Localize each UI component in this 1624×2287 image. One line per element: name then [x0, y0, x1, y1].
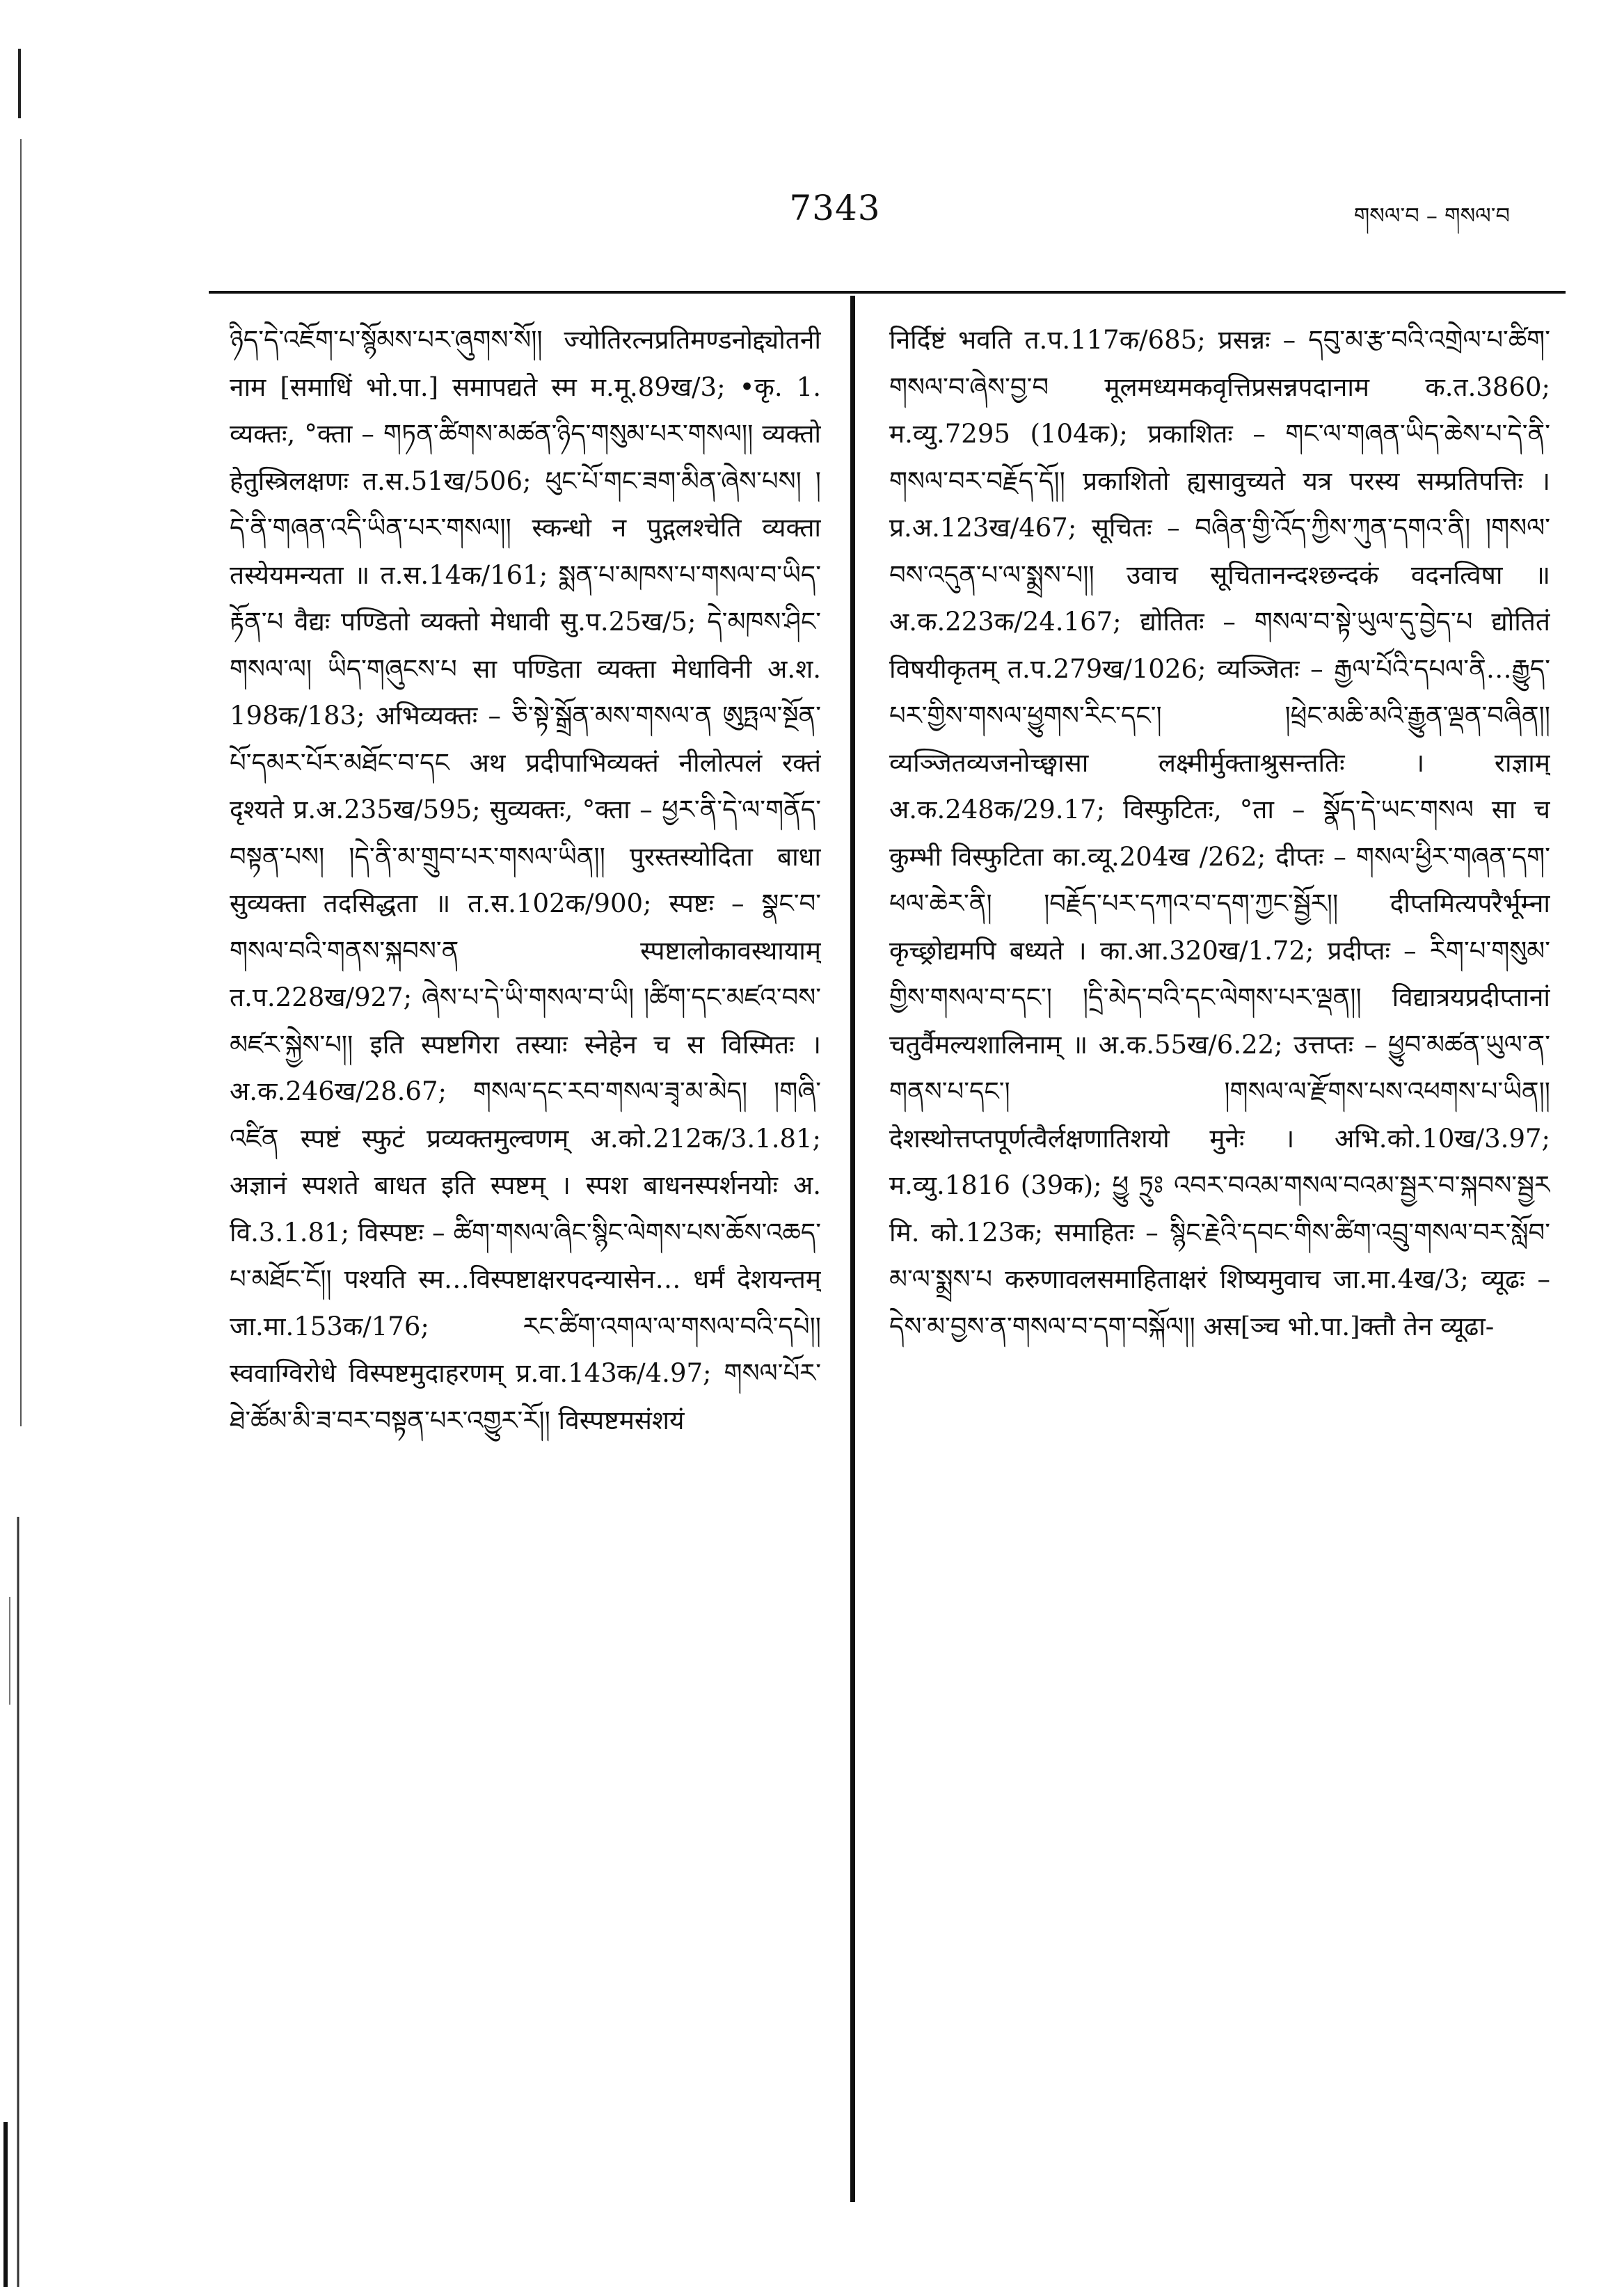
column-divider — [850, 296, 855, 2202]
column-text: ཉིད་དེ་འཇོག་པ་སྙོམས་པར་ཞུགས་སོ།། ज्योतिरत्नप्रतिमण्डनोद्द्योतनी नाम [समाधिं भो.पा.] समापद्यते स्म म.मू.89ख/3; •कृ. 1. व्यक्तः, °क्ता – གཏན་ཚིགས་མཚན་ཉིད་གསུམ་པར་གསལ།། व्यक्तो हेतुस्त्रिलक्षणः त.स.51ख/506; ཕུང་པོ་གང་ཟག་མིན་ཞེས་པས། །དེ་ནི་གཞན་འདི་ཡིན་པར་གསལ།། स्कन्धो न पुद्गलश्चेति व्यक्ता तस्येयमन्यता ॥ त.स.14क/161; སྨན་པ་མཁས་པ་གསལ་བ་ཡིད་རྟོན་པ वैद्यः पण्डितो व्यक्तो मेधावी सु.प.25ख/5; དེ་མཁས་ཤིང་གསལ་ལ། ཡིད་གཞུངས་པ सा पण्डिता व्यक्ता मेधाविनी अ.श. 198क/183; अभिव्यक्तः – ཅི་སྟེ་སྒྲོན་མས་གསལ་ན ཨུཏྤལ་སྔོན་པོ་དམར་པོར་མཐོང་བ་དང अथ प्रदीपाभिव्यक्तं नीलोत्पलं रक्तं दृश्यते प्र.अ.235ख/595; सुव्यक्तः, °क्ता – ཕྱར་ནི་དེ་ལ་གནོད་བསྟན་པས། །དེ་ནི་མ་གྲུབ་པར་གསལ་ཡིན།། पुरस्तस्योदिता बाधा सुव्यक्ता तदसिद्धता ॥ त.स.102क/900; स्पष्टः – སྣང་བ་གསལ་བའི་གནས་སྐབས་ན स्पष्टालोकावस्थायाम् त.प.228ख/927; ཞེས་པ་དེ་ཡི་གསལ་བ་ཡི། །ཚིག་དང་མཛའ་བས་མཛར་སྐྱེས་པ།། इति स्पष्टगिरा तस्याः स्नेहेन च स विस्मितः । अ.क.246ख/28.67; གསལ་དང་རབ་གསལ་ཟྭ་མ་མེད། །གཞི་འཛིན स्पष्टं स्फुटं प्रव्यक्तमुल्वणम् अ.को.212क/3.1.81; अज्ञानं स्पशते बाधत इति स्पष्टम् । स्पश बाधनस्पर्शनयोः अ. वि.3.1.81; विस्पष्टः – ཚིག་གསལ་ཞིང་སྙིང་ལེགས་པས་ཆོས་འཆད་པ་མཐོང་ངོ།། पश्यति स्म…विस्पष्टाक्षरपदन्यासेन… धर्मं देशयन्तम् जा.मा.153क/176; རང་ཚིག་འགལ་ལ་གསལ་བའི་དཔེ།། स्ववाग्विरोधे विस्पष्टमुदाहरणम् प्र.वा.143क/4.97; གསལ་པོར་ཐེ་ཚོམ་མི་ཟ་བར་བསྟན་པར་འགྱུར་རོ།། विस्पष्टमसंशयं — [230, 325, 821, 1435]
running-head: གསལ་བ – གསལ་བ — [1353, 202, 1510, 229]
page-binding-edge — [0, 0, 42, 2287]
page-number: 7343 — [789, 188, 881, 228]
left-column — [230, 317, 821, 2216]
right-column — [889, 317, 1550, 2216]
header-rule — [209, 291, 1566, 294]
column-text: निर्दिष्टं भवति त.प.117क/685; प्रसन्नः – དབུ་མ་རྩ་བའི་འགྲེལ་པ་ཚིག་གསལ་བ་ཞེས་བྱ་བ मूलमध्यमकवृत्तिप्रसन्नपदानाम क.त.3860; म.व्यु.7295 (104क); प्रकाशितः – གང་ལ་གཞན་ཡིད་ཆེས་པ་དེ་ནི་གསལ་བར་བརྗོད་དོ།། प्रकाशितो ह्यसावुच्यते यत्र परस्य सम्प्रतिपत्तिः । प्र.अ.123ख/467; सूचितः – བཞིན་གྱི་འོད་ཀྱིས་ཀུན་དགའ་ནི། །གསལ་བས་འདུན་པ་ལ་སྨྲས་པ།། उवाच सूचितानन्दश्छन्दकं वदनत्विषा ॥ अ.क.223क/24.167; द्योतितः – གསལ་བ་སྟེ་ཡུལ་དུ་བྱེད་པ द्योतितं विषयीकृतम् त.प.279ख/1026; व्यञ्जितः – རྒྱལ་པོའི་དཔལ་ནི…རྒྱུད་པར་གྱིས་གསལ་ཕྱུགས་རིང་དང་། །ཕྲེང་མཆི་མའི་རྒྱུན་ལྡན་བཞིན།། व्यञ्जितव्यजनोच्छ्वासा लक्ष्मीर्मुक्ताश्रुसन्ततिः । राज्ञाम् अ.क.248क/29.17; विस्फुटितः, °ता – སྣོད་དེ་ཡང་གསལ सा च कुम्भी विस्फुटिता का.व्यू.204ख /262; दीप्तः – གསལ་ཕྱིར་གཞན་དག་ཕལ་ཆེར་ནི། །བརྗོད་པར་དཀའ་བ་དག་ཀྱང་སྦྱོར།། दीप्तमित्यपरैर्भूम्ना कृच्छ्रोद्यमपि बध्यते । का.आ.320ख/1.72; प्रदीप्तः – རིག་པ་གསུམ་གྱིས་གསལ་བ་དང་། །དྲི་མེད་བའི་དང་ལེགས་པར་ལྡན།། विद्यात्रयप्रदीप्तानां चतुर्वैमल्यशालिनाम् ॥ अ.क.55ख/6.22; उत्तप्तः – ཕྱུབ་མཚན་ཡུལ་ན་གནས་པ་དང་། །གསལ་ལ་རྫོགས་པས་འཕགས་པ་ཡིན།། देशस्थोत्तप्तपूर्णत्वैर्लक्षणातिशयो मुनेः । अभि.को.10ख/3.97; म.व्यु.1816 (39क); ཕྱུ ཏྲུཿ འབར་བའམ་གསལ་བའམ་སྦྱར་བ་སྐབས་སྦྱར मि. को.123क; समाहितः – སྙིང་རྗེའི་དབང་གིས་ཚིག་འབྲུ་གསལ་བར་སློབ་མ་ལ་སྨྲས་པ करुणावलसमाहिताक्षरं शिष्यमुवाच जा.मा.4ख/3; व्यूढः – དེས་མ་བྱས་ན་གསལ་བ་དག་བསྐོལ།། अस[ञ्च भो.पा.]क्तौ तेन व्यूढा- — [889, 325, 1550, 1341]
